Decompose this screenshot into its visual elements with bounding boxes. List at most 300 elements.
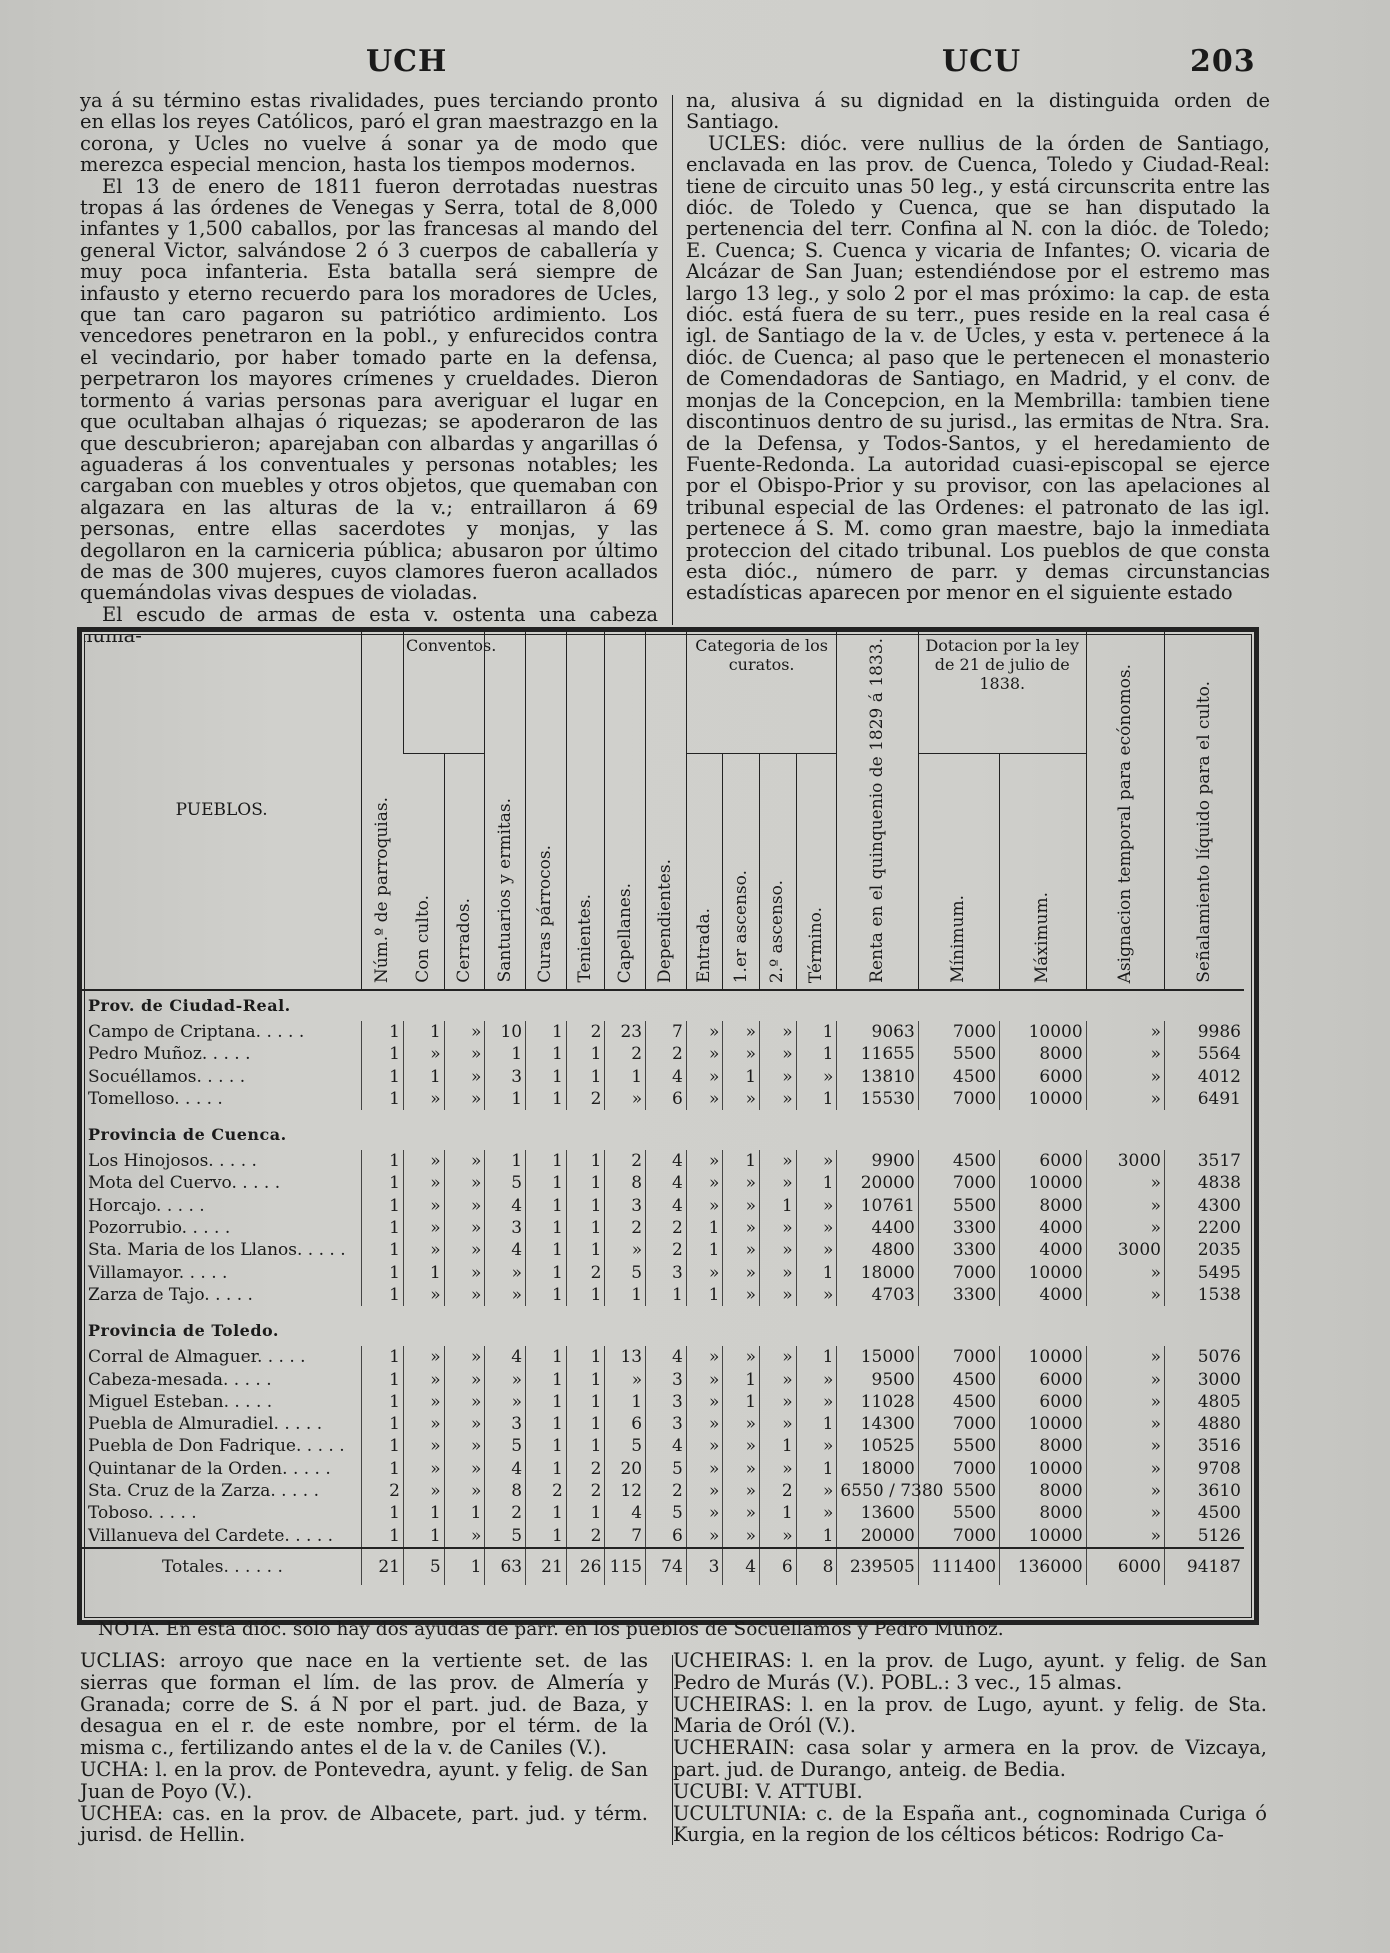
table-cell: »	[796, 1195, 837, 1217]
table-cell: 4500	[918, 1391, 999, 1413]
dictionary-entry: UCHA: l. en la prov. de Pontevedra, ayunt. y felig. de San Juan de Poyo (V.).	[80, 1757, 648, 1803]
table-row	[82, 1195, 1244, 1217]
column-header	[526, 632, 567, 990]
totals-cell: 115	[605, 1548, 646, 1585]
table-cell: »	[1086, 1435, 1164, 1457]
table-cell: 1	[526, 1021, 567, 1043]
table-cell: 4012	[1165, 1065, 1245, 1087]
table-cell: 7000	[918, 1458, 999, 1480]
table-cell: 8000	[1000, 1502, 1086, 1524]
table-row	[82, 1239, 1244, 1261]
column-header-label: Curas párrocos.	[535, 845, 556, 983]
table-cell: »	[723, 1172, 760, 1194]
table-cell: 7000	[918, 1525, 999, 1548]
column-header	[918, 754, 999, 990]
table-cell: 1	[796, 1021, 837, 1043]
table-cell: 3000	[1086, 1239, 1164, 1261]
totals-cell: 136000	[1000, 1548, 1086, 1585]
table-cell: 4300	[1165, 1195, 1245, 1217]
column-header-label: 2.º ascenso.	[767, 879, 788, 983]
paragraph: na, alusiva á su dignidad en la distinguida orden de Santiago.	[686, 89, 1270, 134]
table-cell: »	[760, 1088, 797, 1110]
table-cell: 1	[444, 1502, 485, 1524]
table-cell: »	[796, 1435, 837, 1457]
table-row	[82, 1150, 1244, 1172]
table-cell: 1	[723, 1391, 760, 1413]
table-cell: »	[760, 1239, 797, 1261]
table-cell: »	[485, 1391, 526, 1413]
table-cell: 8000	[1000, 1435, 1086, 1457]
table-cell: 2	[362, 1480, 404, 1502]
table-cell: 1	[362, 1525, 404, 1548]
dictionary-entry: UCHEIRAS: l. en la prov. de Lugo, ayunt. y felig. de Sta. Maria de Oról (V.).	[673, 1692, 1267, 1738]
table-cell: 1	[362, 1043, 404, 1065]
table-cell: 9708	[1165, 1458, 1245, 1480]
table-cell: 4838	[1165, 1172, 1245, 1194]
table-cell: 1	[723, 1150, 760, 1172]
table-cell: 2	[646, 1480, 687, 1502]
table-cell: »	[723, 1502, 760, 1524]
table-cell: 10000	[1000, 1262, 1086, 1284]
table-cell: »	[723, 1217, 760, 1239]
table-cell: »	[1086, 1172, 1164, 1194]
table-cell: 2200	[1165, 1217, 1245, 1239]
table-cell: 1	[796, 1172, 837, 1194]
town-name: Toboso. . . . .	[88, 1503, 197, 1524]
table-cell: 2	[646, 1217, 687, 1239]
table-cell: 10000	[1000, 1088, 1086, 1110]
totals-label: Totales. . . . . .	[82, 1548, 362, 1585]
table-cell: 3	[646, 1262, 687, 1284]
table-cell: 6	[605, 1413, 646, 1435]
table-cell: »	[723, 1458, 760, 1480]
table-cell: 1	[362, 1368, 404, 1390]
table-cell: 1	[796, 1525, 837, 1548]
table-cell: »	[686, 1088, 723, 1110]
column-header-label: Santuarios y ermitas.	[494, 798, 515, 983]
town-name: Villamayor. . . . .	[88, 1262, 228, 1283]
table-cell: 5500	[918, 1480, 999, 1502]
table-cell: 1	[362, 1065, 404, 1087]
table-cell: 2	[566, 1525, 605, 1548]
table-cell: »	[686, 1458, 723, 1480]
table-row	[82, 1217, 1244, 1239]
table-cell: »	[723, 1284, 760, 1306]
table-cell: »	[760, 1391, 797, 1413]
column-header-label: Término.	[806, 906, 827, 983]
table-cell: 9986	[1165, 1021, 1245, 1043]
table-cell: »	[444, 1065, 485, 1087]
table-cell: »	[723, 1346, 760, 1368]
column-divider	[672, 95, 673, 625]
table-cell: »	[760, 1172, 797, 1194]
table-cell: »	[760, 1262, 797, 1284]
table-cell: »	[760, 1284, 797, 1306]
table-cell: 1	[362, 1458, 404, 1480]
table-cell: 1	[526, 1065, 567, 1087]
table-cell: 1	[526, 1413, 567, 1435]
table-cell: 1	[566, 1065, 605, 1087]
table-cell: 4	[646, 1150, 687, 1172]
column-header	[1000, 754, 1086, 990]
table-cell: 1	[526, 1150, 567, 1172]
table-cell: »	[444, 1021, 485, 1043]
table-row	[82, 1088, 1244, 1110]
totals-cell: 239505	[837, 1548, 918, 1585]
column-header	[485, 632, 526, 990]
totals-cell: 21	[362, 1548, 404, 1585]
table-cell: 5	[485, 1172, 526, 1194]
province-row	[82, 1316, 1244, 1346]
table-cell: »	[686, 1043, 723, 1065]
table-cell: 1	[526, 1391, 567, 1413]
table-cell: 1	[362, 1391, 404, 1413]
table-cell: »	[760, 1043, 797, 1065]
table-cell: »	[444, 1239, 485, 1261]
table-cell: 1	[686, 1284, 723, 1306]
table-cell: 9063	[837, 1021, 918, 1043]
table-cell: 5	[485, 1525, 526, 1548]
table-cell: 1	[566, 1217, 605, 1239]
table-cell: »	[404, 1284, 445, 1306]
table-cell: »	[1086, 1043, 1164, 1065]
header-center: UCU	[942, 44, 1022, 79]
table-cell: 3000	[1165, 1368, 1245, 1390]
town-name: Corral de Almaguer. . . . .	[88, 1347, 306, 1368]
dictionary-entry: UCUBI: V. ATTUBI.	[673, 1779, 863, 1803]
table-cell: »	[444, 1284, 485, 1306]
table-cell: 1	[526, 1368, 567, 1390]
table-cell: 2	[646, 1043, 687, 1065]
table-cell: 1	[526, 1262, 567, 1284]
table-cell: 1	[646, 1284, 687, 1306]
town-name: Zarza de Tajo. . . . .	[88, 1284, 253, 1305]
table-cell: 1	[526, 1458, 567, 1480]
table-cell: 8	[605, 1172, 646, 1194]
table-cell: 10000	[1000, 1458, 1086, 1480]
totals-cell: 63	[485, 1548, 526, 1585]
table-cell: 1	[362, 1502, 404, 1524]
table-cell: »	[760, 1150, 797, 1172]
table-cell: 7	[646, 1021, 687, 1043]
table-cell: 4400	[837, 1217, 918, 1239]
totals-cell: 5	[404, 1548, 445, 1585]
table-row	[82, 1413, 1244, 1435]
table-cell: 1	[526, 1502, 567, 1524]
column-header	[444, 754, 485, 990]
table-cell: 12	[605, 1480, 646, 1502]
table-cell: »	[444, 1368, 485, 1390]
table-cell: 1	[362, 1021, 404, 1043]
table-cell: 1	[526, 1043, 567, 1065]
table-cell: 13	[605, 1346, 646, 1368]
table-cell: 2	[566, 1480, 605, 1502]
column-header	[1165, 632, 1245, 990]
table-cell: 1	[362, 1150, 404, 1172]
table-cell: 2	[566, 1088, 605, 1110]
table-cell: 1	[566, 1413, 605, 1435]
table-cell: 1	[566, 1435, 605, 1457]
table-cell: 1	[526, 1195, 567, 1217]
table-cell: 1	[686, 1239, 723, 1261]
table-cell: 3300	[918, 1284, 999, 1306]
column-header-label: Capellanes.	[614, 882, 635, 983]
table-cell: 1	[362, 1172, 404, 1194]
table-cell: 5	[605, 1262, 646, 1284]
table-cell: »	[723, 1088, 760, 1110]
table-cell: 1	[362, 1413, 404, 1435]
table-cell: »	[686, 1413, 723, 1435]
table-cell: »	[1086, 1413, 1164, 1435]
right-column-text	[686, 90, 1270, 604]
table-cell: »	[686, 1525, 723, 1548]
table-cell: 4000	[1000, 1217, 1086, 1239]
table-cell: »	[723, 1239, 760, 1261]
table-cell: »	[1086, 1391, 1164, 1413]
table-cell: 14300	[837, 1413, 918, 1435]
table-cell: 5564	[1165, 1043, 1245, 1065]
table-cell: »	[760, 1021, 797, 1043]
table-cell: »	[404, 1413, 445, 1435]
dictionary-entry: UCHEA: cas. en la prov. de Albacete, part. jud. y térm. jurisd. de Hellin.	[80, 1801, 648, 1847]
table-cell: »	[686, 1150, 723, 1172]
table-cell: 18000	[837, 1262, 918, 1284]
table-cell: »	[404, 1150, 445, 1172]
column-header	[605, 632, 646, 990]
paragraph: ya á su término estas rivalidades, pues terciando pronto en ellas los reyes Católicos, paró el gran maestrazgo en la corona, y Ucles no vuelve á sonar ya de modo que merezca especial mencion, hasta los tiempos modernos.	[80, 89, 658, 177]
table-row	[82, 1262, 1244, 1284]
table-row	[82, 1043, 1244, 1065]
table-cell: 13600	[837, 1502, 918, 1524]
table-row	[82, 1172, 1244, 1194]
table-cell: »	[444, 1480, 485, 1502]
totals-cell: 6000	[1086, 1548, 1164, 1585]
table-cell: 7000	[918, 1021, 999, 1043]
table-cell: 1	[485, 1150, 526, 1172]
table-cell: 5495	[1165, 1262, 1245, 1284]
table-cell: 1	[796, 1413, 837, 1435]
table-cell: 1	[723, 1368, 760, 1390]
table-cell: »	[444, 1195, 485, 1217]
table-cell: »	[686, 1346, 723, 1368]
table-cell: »	[686, 1391, 723, 1413]
table-cell: 1	[566, 1368, 605, 1390]
table-row	[82, 1525, 1244, 1548]
group-label: Conventos.	[406, 636, 497, 655]
table-cell: 8000	[1000, 1480, 1086, 1502]
group-label: Categoria de los curatos.	[695, 636, 828, 674]
paragraph: El escudo de armas de esta v. ostenta una cabeza huma-	[80, 602, 658, 648]
column-header-label: Renta en el quinquenio de 1829 á 1833.	[867, 638, 888, 983]
column-header	[760, 754, 797, 990]
town-name: Cabeza-mesada. . . . .	[88, 1369, 272, 1390]
column-header	[796, 754, 837, 990]
table-cell: 1	[566, 1284, 605, 1306]
table-cell: 4	[646, 1065, 687, 1087]
table-cell: 4500	[1165, 1502, 1245, 1524]
totals-cell: 21	[526, 1548, 567, 1585]
table-cell: »	[404, 1217, 445, 1239]
town-name: Los Hinojosos. . . . .	[88, 1151, 257, 1172]
table-cell: »	[796, 1065, 837, 1087]
table-cell: »	[686, 1480, 723, 1502]
dictionary-entry: UCHEIRAS: l. en la prov. de Lugo, ayunt. y felig. de San Pedro de Murás (V.). POBL.: 3 vec., 15 almas.	[673, 1649, 1267, 1694]
table-cell: 1	[605, 1065, 646, 1087]
paragraph: UCLES: dióc. vere nullius de la órden de Santiago, enclavada en las prov. de Cuenca, Toledo y Ciudad-Real: tiene de circuito unas 50 leg., y está circunscrita entre las dióc. de Toledo y Cuenca, que se han disputado la pertenencia del terr. Confina al N. con la dióc. de Toledo; E. Cuenca; S. Cuenca y vicaria de Infantes; O. vicaria de Alcázar de San Juan; estendiéndose por el estremo mas largo 13 leg., y solo 2 por el mas próximo: la cap. de esta dióc. está fuera de su terr., pues reside en la real casa é igl. de Santiago de la v. de Ucles, y esta v. pertenece á la dióc. de Cuenca; al paso que le pertenecen el monasterio de Comendadoras de Santiago, en Madrid, y el conv. de monjas de la Concepcion, en la Membrilla: tambien tiene discontinuos dentro de su jurisd., las ermitas de Ntra. Sra. de la Defensa, y Todos-Santos, y el heredamiento de Fuente-Redonda. La autoridad cuasi-episcopal se ejerce por el Obispo-Prior y su provisor, con las apelaciones al tribunal especial de las Ordenes: el patronato de las igl. pertenece á S. M. como gran maestre, bajo la inmediata proteccion del citado tribunal. Los pueblos de que consta esta dióc., número de parr. y demas circunstancias estadísticas aparecen por menor en el siguiente estado	[686, 131, 1270, 605]
table-cell: 3000	[1086, 1150, 1164, 1172]
table-cell: »	[1086, 1502, 1164, 1524]
table-cell: 1	[362, 1262, 404, 1284]
table-cell: 1	[686, 1217, 723, 1239]
table-cell: 8000	[1000, 1195, 1086, 1217]
table-cell: 15000	[837, 1346, 918, 1368]
totals-cell: 111400	[918, 1548, 999, 1585]
table-cell: 7000	[918, 1172, 999, 1194]
table-cell: 1	[796, 1262, 837, 1284]
table-cell: »	[796, 1284, 837, 1306]
table-cell: »	[723, 1043, 760, 1065]
table-cell: 5	[646, 1502, 687, 1524]
table-row	[82, 1346, 1244, 1368]
table-cell: »	[760, 1217, 797, 1239]
table-cell: 1	[760, 1502, 797, 1524]
table-cell: 11028	[837, 1391, 918, 1413]
province-row	[82, 1120, 1244, 1150]
table-cell: 5500	[918, 1043, 999, 1065]
table-cell: 10000	[1000, 1021, 1086, 1043]
table-cell: 23	[605, 1021, 646, 1043]
table-cell: 5076	[1165, 1346, 1245, 1368]
column-header-label: Con culto.	[413, 895, 434, 983]
table-cell: »	[1086, 1525, 1164, 1548]
table-cell: 4	[605, 1502, 646, 1524]
table-cell: 1	[566, 1195, 605, 1217]
table-cell: »	[404, 1368, 445, 1390]
table-cell: 4	[646, 1172, 687, 1194]
table-cell: 1	[526, 1284, 567, 1306]
table-cell: 2	[526, 1480, 567, 1502]
table-cell: »	[404, 1435, 445, 1457]
table-cell: »	[1086, 1195, 1164, 1217]
table-row	[82, 1021, 1244, 1043]
table-cell: »	[796, 1150, 837, 1172]
dictionary-entry: UCULTUNIA: c. de la España ant., cognominada Curiga ó Kurgia, en la region de los célticos béticos: Rodrigo Ca-	[673, 1801, 1267, 1847]
table-cell: 1	[566, 1502, 605, 1524]
table-cell: 10525	[837, 1435, 918, 1457]
table-cell: 1	[362, 1217, 404, 1239]
table-cell: 4	[485, 1195, 526, 1217]
table-cell: 9500	[837, 1368, 918, 1390]
table-cell: »	[723, 1435, 760, 1457]
table-cell: 5126	[1165, 1525, 1245, 1548]
table-cell: 2035	[1165, 1239, 1245, 1261]
totals-cell: 6	[760, 1548, 797, 1585]
table-cell: 6000	[1000, 1391, 1086, 1413]
table-cell: 8	[485, 1480, 526, 1502]
table-cell: 6550 / 7380	[837, 1480, 918, 1502]
table-cell: »	[444, 1435, 485, 1457]
table-cell: 1	[566, 1346, 605, 1368]
table-cell: 18000	[837, 1458, 918, 1480]
table-cell: 1	[526, 1088, 567, 1110]
table-cell: »	[444, 1413, 485, 1435]
table-cell: 3	[485, 1065, 526, 1087]
table-cell: 2	[566, 1021, 605, 1043]
table-cell: 1	[796, 1346, 837, 1368]
column-header	[404, 754, 445, 990]
table-cell: 1	[526, 1346, 567, 1368]
column-header	[686, 754, 723, 990]
table-cell: 1	[796, 1458, 837, 1480]
table-cell: 5500	[918, 1195, 999, 1217]
column-header-label: Núm.º de parroquias.	[372, 796, 393, 983]
table-cell: »	[404, 1458, 445, 1480]
table-cell: 4500	[918, 1368, 999, 1390]
table-cell: 1	[760, 1435, 797, 1457]
table-cell: 1	[566, 1043, 605, 1065]
column-header-label: Señalamiento líquido para el culto.	[1194, 681, 1214, 983]
table-cell: 1	[404, 1502, 445, 1524]
table-cell: »	[444, 1217, 485, 1239]
table-cell: »	[723, 1262, 760, 1284]
table-cell: 20000	[837, 1525, 918, 1548]
totals-cell: 74	[646, 1548, 687, 1585]
table-cell: 5	[485, 1435, 526, 1457]
table-cell: »	[686, 1502, 723, 1524]
table-cell: »	[1086, 1021, 1164, 1043]
table-cell: 6000	[1000, 1065, 1086, 1087]
table-cell: »	[444, 1391, 485, 1413]
table-cell: 1	[566, 1150, 605, 1172]
table-cell: 1	[526, 1239, 567, 1261]
table-cell: 1	[404, 1525, 445, 1548]
town-name: Horcajo. . . . .	[88, 1195, 205, 1216]
table-cell: »	[404, 1239, 445, 1261]
town-name: Mota del Cuervo. . . . .	[88, 1173, 281, 1194]
table-cell: »	[444, 1262, 485, 1284]
table-cell: 4800	[837, 1239, 918, 1261]
table-cell: »	[686, 1262, 723, 1284]
province-title: Provincia de Toledo.	[88, 1321, 279, 1341]
left-column-text	[80, 90, 658, 647]
table-cell: »	[686, 1435, 723, 1457]
table-cell: »	[796, 1502, 837, 1524]
table-cell: »	[1086, 1088, 1164, 1110]
totals-cell: 94187	[1165, 1548, 1245, 1585]
column-header-label: Entrada.	[694, 907, 715, 983]
table-cell: »	[605, 1368, 646, 1390]
table-cell: 7000	[918, 1088, 999, 1110]
table-cell: 10761	[837, 1195, 918, 1217]
town-name: Puebla de Almuradiel. . . . .	[88, 1414, 323, 1435]
table-cell: 6	[646, 1088, 687, 1110]
table-cell: 4805	[1165, 1391, 1245, 1413]
table-cell: 5	[605, 1435, 646, 1457]
town-name: Sta. Maria de los Llanos. . . . .	[88, 1240, 346, 1261]
table-cell: 4	[485, 1239, 526, 1261]
table-cell: 2	[566, 1458, 605, 1480]
table-cell: 10000	[1000, 1346, 1086, 1368]
province-title: Prov. de Ciudad-Real.	[88, 995, 291, 1015]
table-cell: 1	[485, 1043, 526, 1065]
table-cell: 2	[760, 1480, 797, 1502]
table-cell: 2	[566, 1262, 605, 1284]
table-cell: 1	[605, 1391, 646, 1413]
table-row	[82, 1480, 1244, 1502]
table-cell: »	[444, 1458, 485, 1480]
table-cell: 3610	[1165, 1480, 1245, 1502]
table-cell: »	[686, 1195, 723, 1217]
